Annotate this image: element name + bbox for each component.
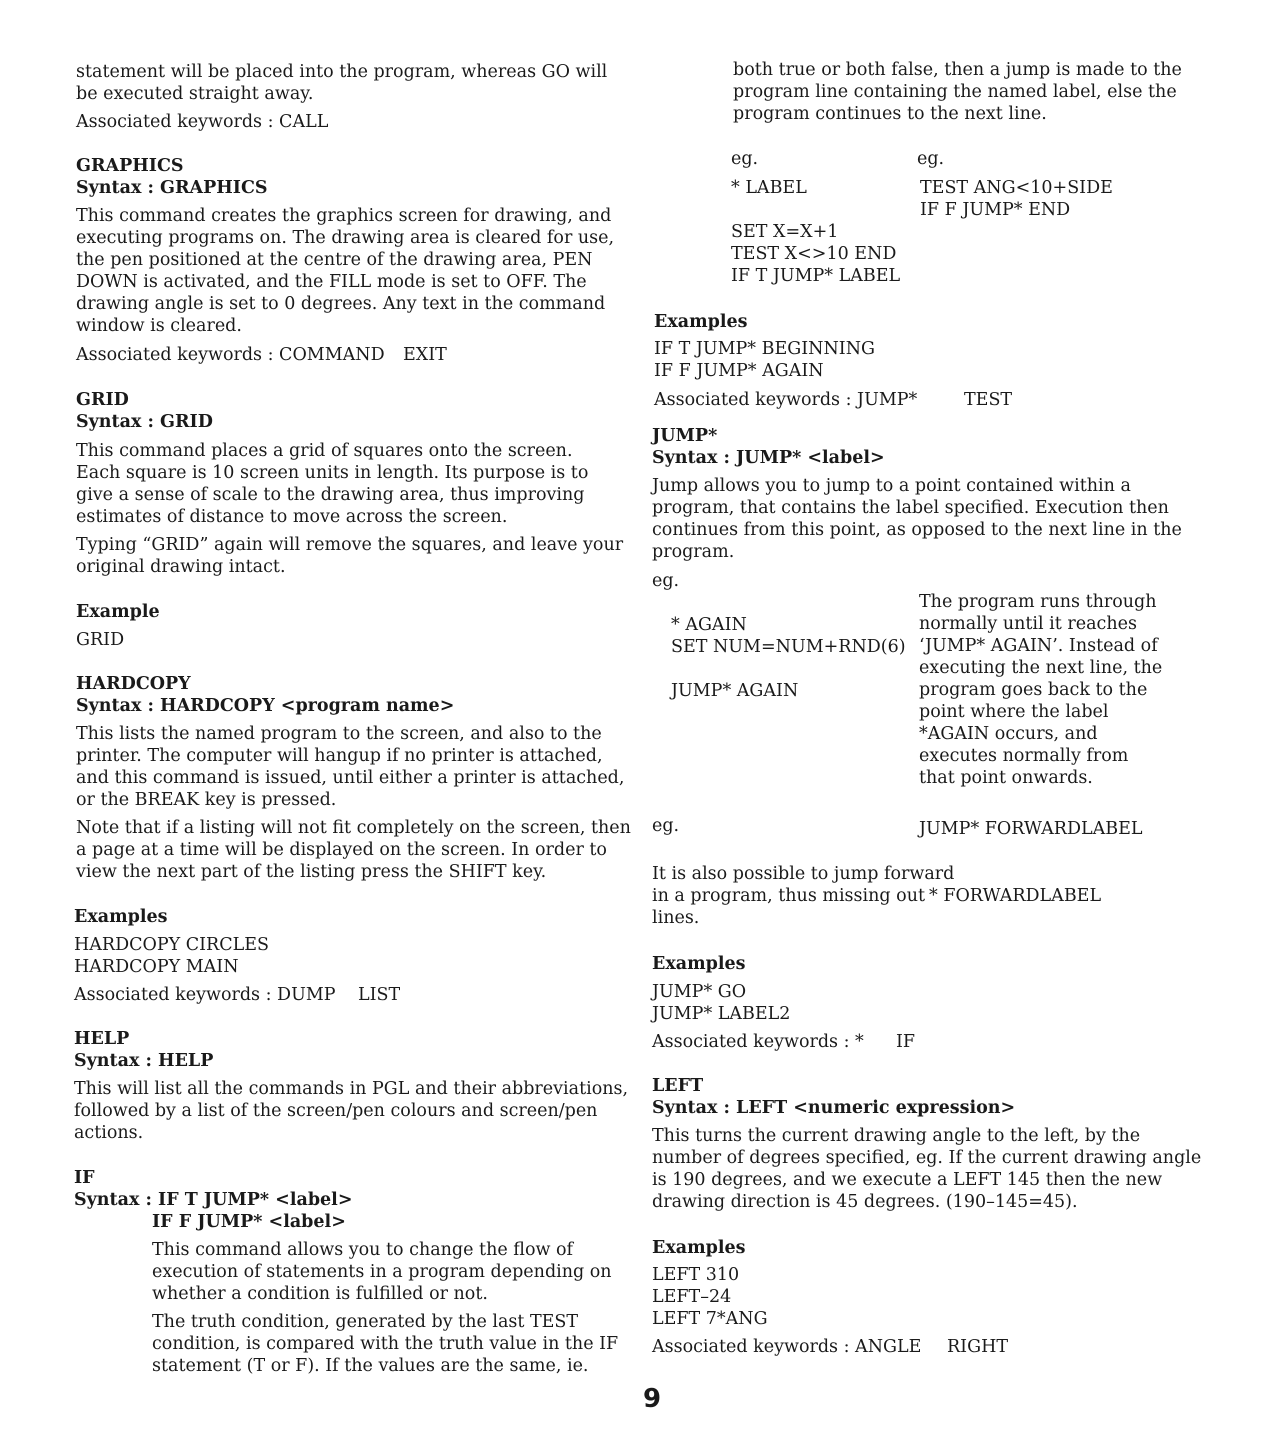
grid-example: GRID [76, 630, 125, 650]
if-eg-code-4: IF T JUMP* LABEL [731, 266, 901, 286]
hardcopy-associated-keywords: Associated keywords : DUMP [74, 985, 336, 1005]
if-associated-keyword-2: TEST [964, 390, 1013, 410]
if-associated-keywords: Associated keywords : JUMP* [654, 390, 918, 410]
jump-forward-label: * FORWARDLABEL [929, 886, 1102, 906]
grid-body2-1: Typing “GRID” again will remove the squares, and leave your [76, 535, 624, 555]
intro-line-2: be executed straight away. [76, 84, 314, 104]
if-examples-heading: Examples [654, 312, 748, 332]
if-body2-3: statement (T or F). If the values are the same, ie. [152, 1356, 589, 1376]
grid-body-1: This command places a grid of squares onto the screen. [76, 441, 573, 461]
jump-heading: JUMP* [652, 426, 718, 446]
jump-body-4: program. [652, 542, 735, 562]
if-eg-code-2: SET X=X+1 [731, 222, 839, 242]
jump-note-3: ‘JUMP* AGAIN’. Instead of [919, 636, 1158, 656]
jump-note-8: executes normally from [919, 746, 1129, 766]
if-example-2: IF F JUMP* AGAIN [654, 361, 824, 381]
if-eg2-code-1: TEST ANG<10+SIDE [920, 178, 1113, 198]
jump-code-1: * AGAIN [671, 615, 747, 635]
left-example-3: LEFT 7*ANG [652, 1309, 768, 1329]
jump-note-7: *AGAIN occurs, and [919, 724, 1098, 744]
graphics-body-2: executing programs on. The drawing area is cleared for use, [76, 228, 615, 248]
graphics-syntax: Syntax : GRAPHICS [76, 178, 268, 198]
hardcopy-examples-heading: Examples [74, 907, 168, 927]
help-syntax: Syntax : HELP [74, 1051, 214, 1071]
hardcopy-body-3: and this command is issued, until either a printer is attached, [76, 768, 625, 788]
graphics-heading: GRAPHICS [76, 156, 184, 176]
jump-example-1: JUMP* GO [652, 982, 747, 1002]
jump-associated-keyword-2: IF [896, 1032, 916, 1052]
left-examples-heading: Examples [652, 1238, 746, 1258]
grid-heading: GRID [76, 390, 129, 410]
if-eg-code-1: * LABEL [731, 178, 807, 198]
jump-examples-heading: Examples [652, 954, 746, 974]
if-eg-code-3: TEST X<>10 END [731, 244, 897, 264]
if-body-3: whether a condition is fulfilled or not. [152, 1284, 488, 1304]
left-syntax: Syntax : LEFT <numeric expression> [652, 1098, 1016, 1118]
jump-eg-label: eg. [652, 571, 680, 591]
grid-body-2: Each square is 10 screen units in length. Its purpose is to [76, 463, 589, 483]
if-body2-1: The truth condition, generated by the last TEST [152, 1312, 579, 1332]
hardcopy-heading: HARDCOPY [76, 674, 191, 694]
hardcopy-body-4: or the BREAK key is pressed. [76, 790, 337, 810]
left-body-2: number of degrees specified, eg. If the current drawing angle [652, 1148, 1202, 1168]
graphics-body-1: This command creates the graphics screen for drawing, and [76, 206, 612, 226]
jump-note-9: that point onwards. [919, 768, 1093, 788]
graphics-associated-keyword-2: EXIT [403, 345, 447, 365]
if-syntax-2: IF F JUMP* <label> [152, 1212, 346, 1232]
if-heading: IF [74, 1168, 95, 1188]
jump-body-3: continues from this point, as opposed to the next line in the [652, 520, 1182, 540]
if-cont-3: program continues to the next line. [733, 104, 1047, 124]
jump-note-2: normally until it reaches [919, 614, 1137, 634]
jump-body-1: Jump allows you to jump to a point contained within a [652, 476, 1131, 496]
help-heading: HELP [74, 1029, 130, 1049]
if-body-1: This command allows you to change the flow of [152, 1240, 574, 1260]
grid-body2-2: original drawing intact. [76, 557, 286, 577]
grid-example-heading: Example [76, 602, 160, 622]
jump-note-6: point where the label [919, 702, 1109, 722]
jump-eg2-code: JUMP* FORWARDLABEL [919, 819, 1143, 839]
left-example-2: LEFT–24 [652, 1287, 732, 1307]
hardcopy-body2-3: view the next part of the listing press the SHIFT key. [76, 862, 547, 882]
hardcopy-syntax: Syntax : HARDCOPY <program name> [76, 696, 455, 716]
jump-body-2: program, that contains the label specified. Execution then [652, 498, 1169, 518]
jump-note-5: program goes back to the [919, 680, 1148, 700]
left-associated-keyword-2: RIGHT [947, 1337, 1009, 1357]
left-heading: LEFT [652, 1076, 704, 1096]
help-body-1: This will list all the commands in PGL and their abbreviations, [74, 1079, 629, 1099]
grid-syntax: Syntax : GRID [76, 412, 213, 432]
left-associated-keywords: Associated keywords : ANGLE [652, 1337, 922, 1357]
left-body-3: is 190 degrees, and we execute a LEFT 145 then the new [652, 1170, 1163, 1190]
if-body2-2: condition, is compared with the truth value in the IF [152, 1334, 619, 1354]
jump-code-2: SET NUM=NUM+RND(6) [671, 637, 906, 657]
graphics-associated-keywords: Associated keywords : COMMAND [76, 345, 385, 365]
grid-body-4: estimates of distance to move across the screen. [76, 507, 508, 527]
left-example-1: LEFT 310 [652, 1265, 740, 1285]
page-number: 9 [643, 1384, 662, 1414]
graphics-body-4: DOWN is activated, and the FILL mode is set to OFF. The [76, 272, 587, 292]
if-cont-2: program line containing the named label, else the [733, 82, 1177, 102]
hardcopy-example-2: HARDCOPY MAIN [74, 957, 239, 977]
if-cont-1: both true or both false, then a jump is made to the [733, 60, 1182, 80]
left-body-4: drawing direction is 45 degrees. (190–145=45). [652, 1192, 1078, 1212]
graphics-body-5: drawing angle is set to 0 degrees. Any text in the command [76, 294, 606, 314]
if-eg-label-2: eg. [917, 149, 945, 169]
hardcopy-body2-2: a page at a time will be displayed on the screen. In order to [76, 840, 607, 860]
if-example-1: IF T JUMP* BEGINNING [654, 339, 875, 359]
intro-associated-keywords: Associated keywords : CALL [76, 112, 329, 132]
help-body-3: actions. [74, 1123, 144, 1143]
hardcopy-body-2: printer. The computer will hangup if no printer is attached, [76, 746, 603, 766]
hardcopy-associated-keyword-2: LIST [358, 985, 401, 1005]
help-body-2: followed by a list of the screen/pen colours and screen/pen [74, 1101, 598, 1121]
jump-code-3: JUMP* AGAIN [671, 681, 799, 701]
jump-note-4: executing the next line, the [919, 658, 1163, 678]
jump-forward-1: It is also possible to jump forward [652, 864, 955, 884]
jump-note-1: The program runs through [919, 592, 1157, 612]
jump-example-2: JUMP* LABEL2 [652, 1004, 791, 1024]
intro-line-1: statement will be placed into the program, whereas GO will [76, 62, 608, 82]
if-eg-label-1: eg. [731, 149, 759, 169]
jump-forward-3: lines. [652, 908, 700, 928]
left-body-1: This turns the current drawing angle to the left, by the [652, 1126, 1141, 1146]
jump-eg2-label: eg. [652, 816, 680, 836]
grid-body-3: give a sense of scale to the drawing area, thus improving [76, 485, 585, 505]
hardcopy-example-1: HARDCOPY CIRCLES [74, 935, 269, 955]
graphics-body-3: the pen positioned at the centre of the drawing area, PEN [76, 250, 593, 270]
if-eg2-code-2: IF F JUMP* END [920, 200, 1071, 220]
hardcopy-body-1: This lists the named program to the screen, and also to the [76, 724, 602, 744]
if-body-2: execution of statements in a program depending on [152, 1262, 612, 1282]
hardcopy-body2-1: Note that if a listing will not fit completely on the screen, then [76, 818, 631, 838]
graphics-body-6: window is cleared. [76, 316, 242, 336]
if-syntax-1: Syntax : IF T JUMP* <label> [74, 1190, 353, 1210]
jump-syntax: Syntax : JUMP* <label> [652, 448, 885, 468]
jump-associated-keywords: Associated keywords : * [652, 1032, 864, 1052]
jump-forward-2: in a program, thus missing out [652, 886, 925, 906]
